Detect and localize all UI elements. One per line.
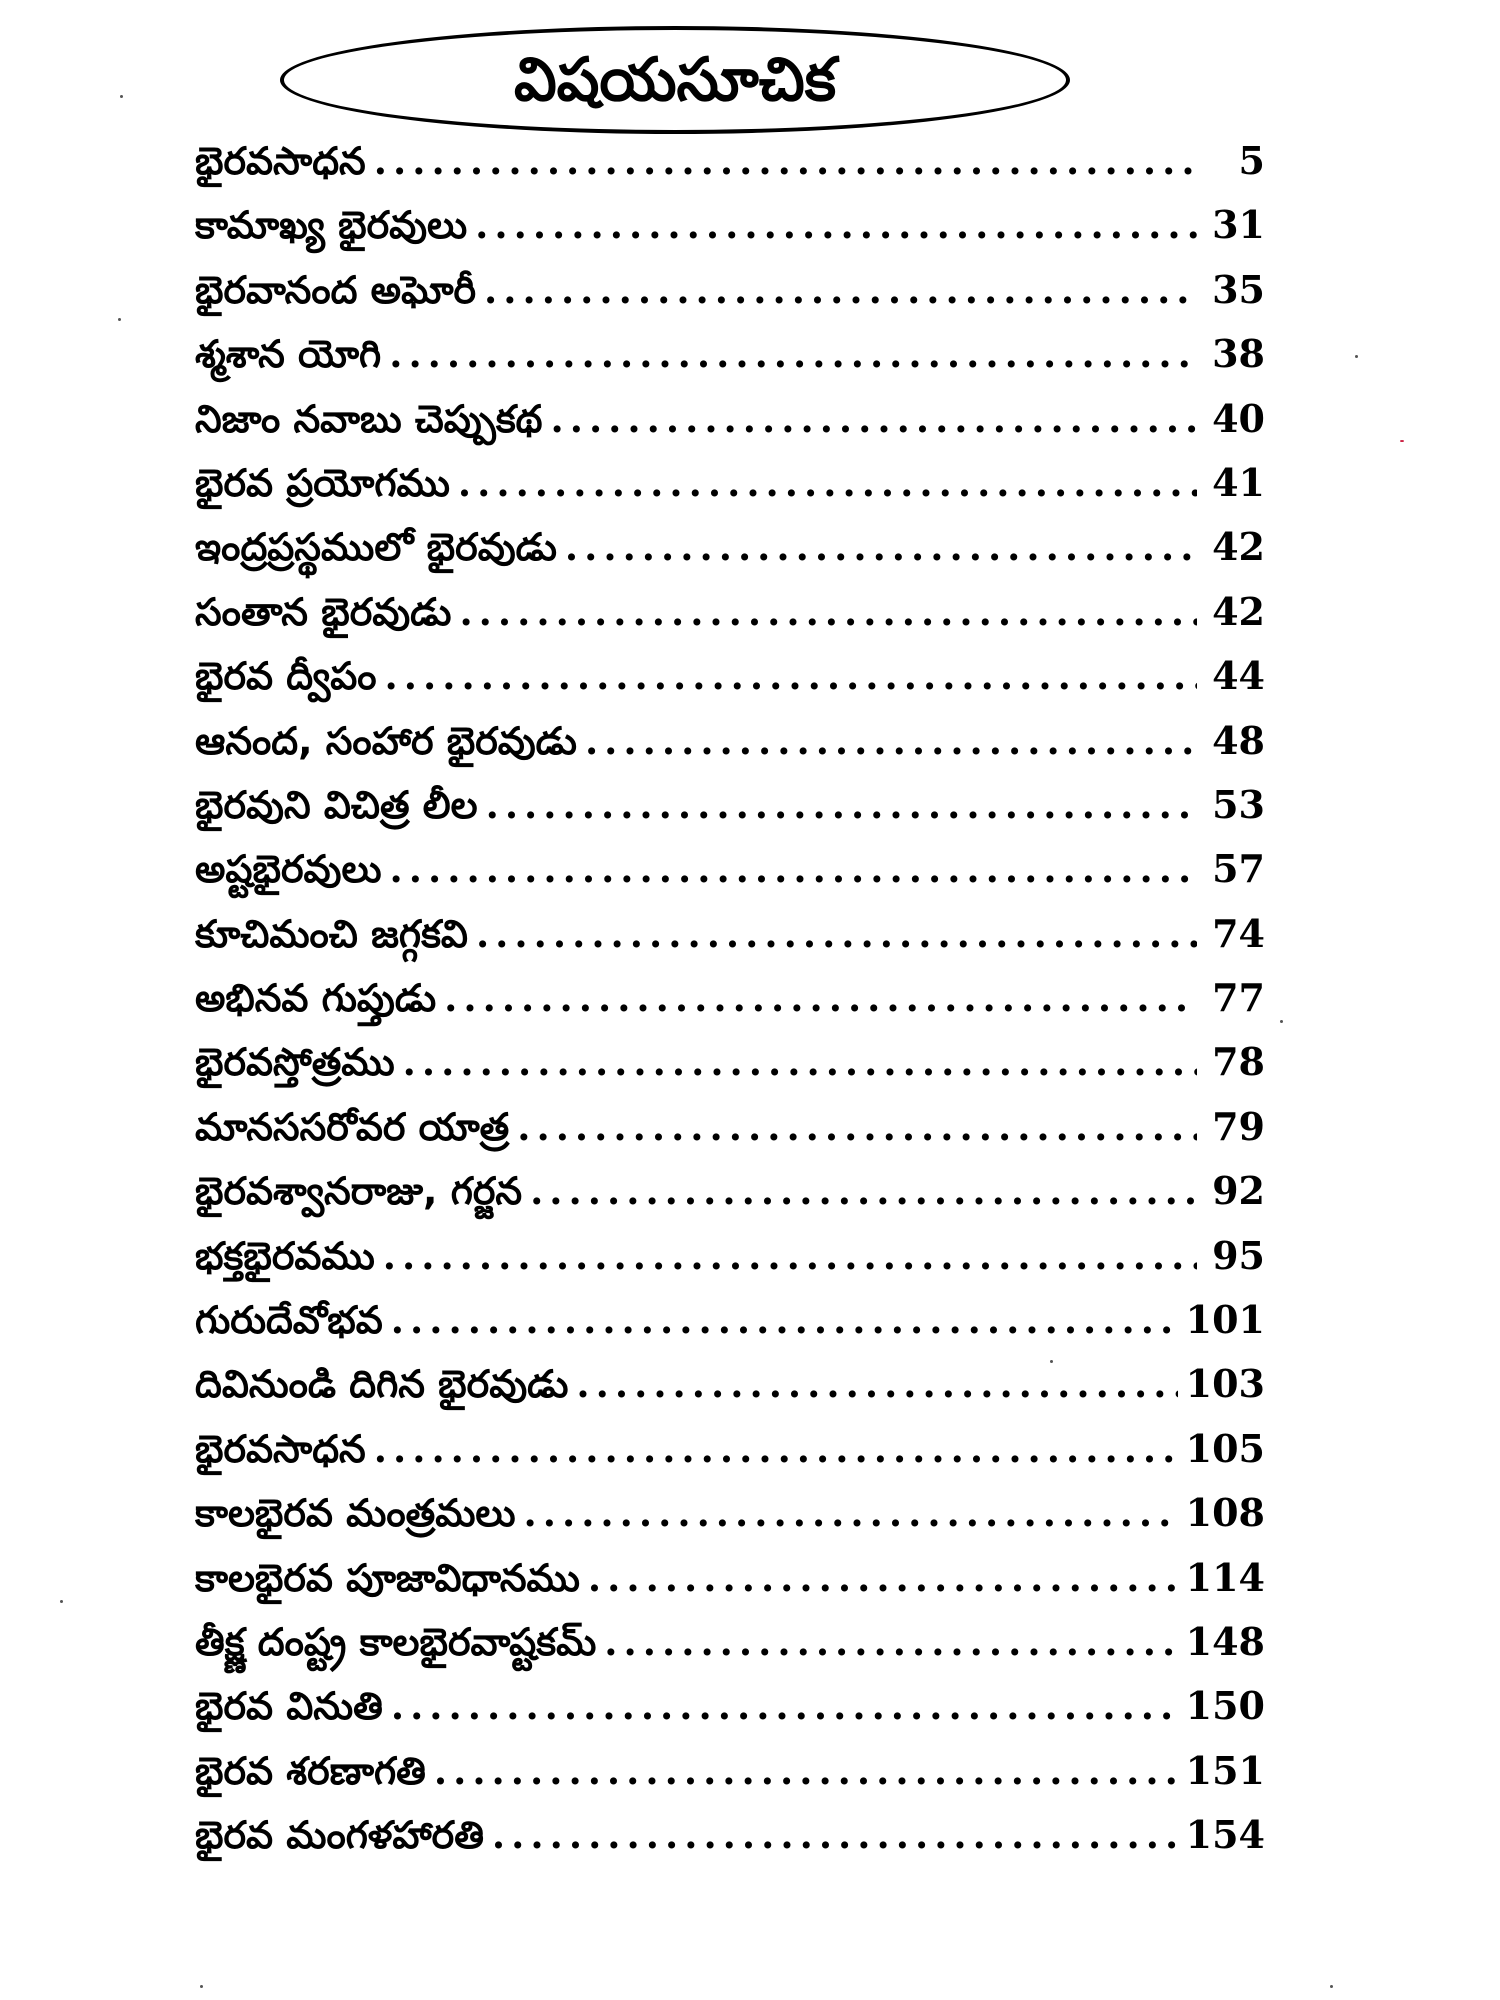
toc-entry-page-number: 42 — [1212, 588, 1265, 634]
toc-entry-title: కాలభైరవ మంత్రమలు — [195, 1491, 516, 1536]
toc-entry-page-number: 57 — [1212, 846, 1265, 892]
toc-entry — [195, 524, 1265, 588]
toc-entry-title: భైరవసాధన — [195, 1426, 366, 1471]
toc-entry — [195, 1168, 1265, 1232]
toc-entry-title: భైరవసాధన — [195, 139, 366, 183]
toc-leader-dots — [604, 1619, 1177, 1664]
toc-entry-page-number: 151 — [1185, 1747, 1265, 1793]
toc-leader-dots — [492, 1812, 1178, 1857]
toc-entry — [195, 1297, 1265, 1361]
toc-entry-title: మానససరోవర యాత్ర — [195, 1104, 510, 1149]
toc-entry-page-number: 148 — [1185, 1618, 1265, 1664]
toc-entry-title: భైరవ ద్వీపం — [195, 654, 377, 699]
scan-speck — [118, 318, 121, 321]
toc-entry — [195, 1490, 1265, 1554]
toc-entry-page-number: 42 — [1212, 524, 1265, 570]
toc-leader-dots — [444, 975, 1197, 1020]
toc-entry-title: ఆనంద, సంహార భైరవుడు — [195, 718, 577, 763]
toc-entry-title: దివినుండి దిగిన భైరవుడు — [195, 1362, 569, 1407]
toc-entry — [195, 460, 1265, 524]
toc-leader-dots — [524, 1490, 1178, 1535]
toc-leader-dots — [550, 396, 1197, 441]
toc-entry-title: ఇంద్రప్రస్థములో భైరవుడు — [195, 525, 557, 570]
toc-entry-title: భైరవానంద అఘోరీ — [195, 267, 477, 312]
toc-entry — [195, 1426, 1265, 1490]
toc-entry-title: గురుదేవోభవ — [195, 1298, 383, 1343]
toc-entry-title: నిజాం నవాబు చెప్పుకథ — [195, 396, 543, 441]
toc-entry — [195, 1361, 1265, 1425]
toc-leader-dots — [383, 1233, 1197, 1278]
toc-leader-dots — [403, 1039, 1197, 1084]
toc-entry-page-number: 35 — [1212, 266, 1265, 312]
toc-leader-dots — [391, 1683, 1178, 1728]
toc-leader-dots — [588, 1555, 1178, 1600]
toc-entry-page-number: 79 — [1212, 1103, 1265, 1149]
toc-entry — [195, 1619, 1265, 1683]
toc-entry-page-number: 108 — [1185, 1490, 1265, 1536]
toc-leader-dots — [391, 1297, 1178, 1342]
toc-entry-page-number: 38 — [1212, 331, 1265, 377]
toc-entry — [195, 846, 1265, 910]
toc-entry — [195, 589, 1265, 653]
scan-speck — [1050, 1360, 1053, 1363]
toc-entry-title: భక్తభైరవము — [195, 1233, 375, 1278]
toc-entry-page-number: 114 — [1185, 1554, 1265, 1600]
toc-entry-title: కాలభైరవ పూజావిధానము — [195, 1555, 580, 1600]
toc-entry-page-number: 150 — [1185, 1683, 1265, 1729]
toc-entry-title: అష్టభైరవులు — [195, 847, 382, 892]
toc-entry-page-number: 48 — [1212, 717, 1265, 763]
toc-entry-page-number: 105 — [1185, 1425, 1265, 1471]
toc-entry — [195, 1812, 1265, 1876]
toc-entry-page-number: 41 — [1212, 459, 1265, 505]
toc-entry — [195, 1555, 1265, 1619]
toc-entry-page-number: 53 — [1212, 781, 1265, 827]
scan-speck — [1330, 1985, 1333, 1988]
toc-entry-page-number: 5 — [1238, 138, 1265, 183]
toc-entry-title: తీక్ష్ణ దంష్ట్ర కాలభైరవాష్టకమ్ — [195, 1619, 597, 1664]
toc-leader-dots — [390, 846, 1197, 891]
toc-entry-page-number: 44 — [1212, 653, 1265, 699]
toc-leader-dots — [458, 460, 1197, 505]
toc-entry — [195, 1039, 1265, 1103]
table-of-contents — [195, 138, 1265, 1877]
toc-leader-dots — [434, 1748, 1178, 1793]
toc-leader-dots — [585, 718, 1197, 763]
scan-speck — [200, 1985, 203, 1988]
toc-entry — [195, 911, 1265, 975]
toc-entry-title: శ్మశాన యోగి — [195, 332, 382, 377]
toc-entry-page-number: 101 — [1185, 1297, 1265, 1343]
toc-entry — [195, 138, 1265, 202]
toc-entry — [195, 1748, 1265, 1812]
toc-entry-title: భైరవస్తోత్రము — [195, 1040, 395, 1085]
toc-entry-page-number: 31 — [1212, 202, 1265, 248]
toc-entry-page-number: 78 — [1212, 1039, 1265, 1085]
toc-entry — [195, 975, 1265, 1039]
toc-entry-title: భైరవశ్వానరాజు, గర్జన — [195, 1169, 523, 1214]
toc-entry-page-number: 154 — [1185, 1812, 1265, 1858]
toc-entry-title: సంతాన భైరవుడు — [195, 589, 452, 634]
toc-entry-title: భైరవ ప్రయోగము — [195, 460, 450, 505]
toc-leader-dots — [565, 524, 1197, 569]
toc-entry-title: అభినవ గుప్తుడు — [195, 976, 437, 1021]
toc-entry-title: భైరవుని విచిత్ర లీల — [195, 782, 478, 827]
scan-speck — [1400, 440, 1404, 442]
toc-entry — [195, 267, 1265, 331]
toc-entry — [195, 653, 1265, 717]
toc-entry-page-number: 92 — [1212, 1168, 1265, 1214]
toc-leader-dots — [486, 782, 1197, 827]
toc-entry-title: కామాఖ్య భైరవులు — [195, 203, 468, 248]
toc-entry-page-number: 40 — [1212, 395, 1265, 441]
toc-entry-title: కూచిమంచి జగ్గకవి — [195, 911, 468, 956]
toc-leader-dots — [517, 1104, 1197, 1149]
scan-speck — [60, 1600, 63, 1603]
toc-leader-dots — [459, 589, 1197, 634]
toc-leader-dots — [385, 653, 1197, 698]
scan-speck — [120, 95, 123, 98]
toc-leader-dots — [374, 138, 1197, 183]
scan-speck — [1355, 355, 1358, 358]
toc-entry-title: భైరవ మంగళహారతి — [195, 1813, 484, 1858]
toc-leader-dots — [576, 1361, 1177, 1406]
toc-entry-page-number: 103 — [1185, 1361, 1265, 1407]
page-title: విషయసూచిక — [513, 45, 837, 115]
toc-entry — [195, 331, 1265, 395]
toc-leader-dots — [484, 267, 1197, 312]
toc-leader-dots — [530, 1168, 1197, 1213]
toc-entry — [195, 718, 1265, 782]
toc-leader-dots — [476, 911, 1197, 956]
toc-entry — [195, 1683, 1265, 1747]
toc-leader-dots — [374, 1426, 1178, 1471]
toc-entry-title: భైరవ శరణాగతి — [195, 1748, 426, 1793]
toc-entry — [195, 396, 1265, 460]
toc-entry — [195, 1104, 1265, 1168]
toc-leader-dots — [475, 202, 1197, 247]
toc-entry — [195, 1233, 1265, 1297]
toc-entry — [195, 202, 1265, 266]
toc-entry-title: భైరవ వినుతి — [195, 1684, 383, 1729]
toc-leader-dots — [389, 331, 1197, 376]
toc-entry-page-number: 77 — [1212, 975, 1265, 1021]
toc-entry-page-number: 95 — [1212, 1232, 1265, 1278]
toc-entry — [195, 782, 1265, 846]
scan-speck — [1280, 1020, 1283, 1023]
toc-entry-page-number: 74 — [1212, 910, 1265, 956]
